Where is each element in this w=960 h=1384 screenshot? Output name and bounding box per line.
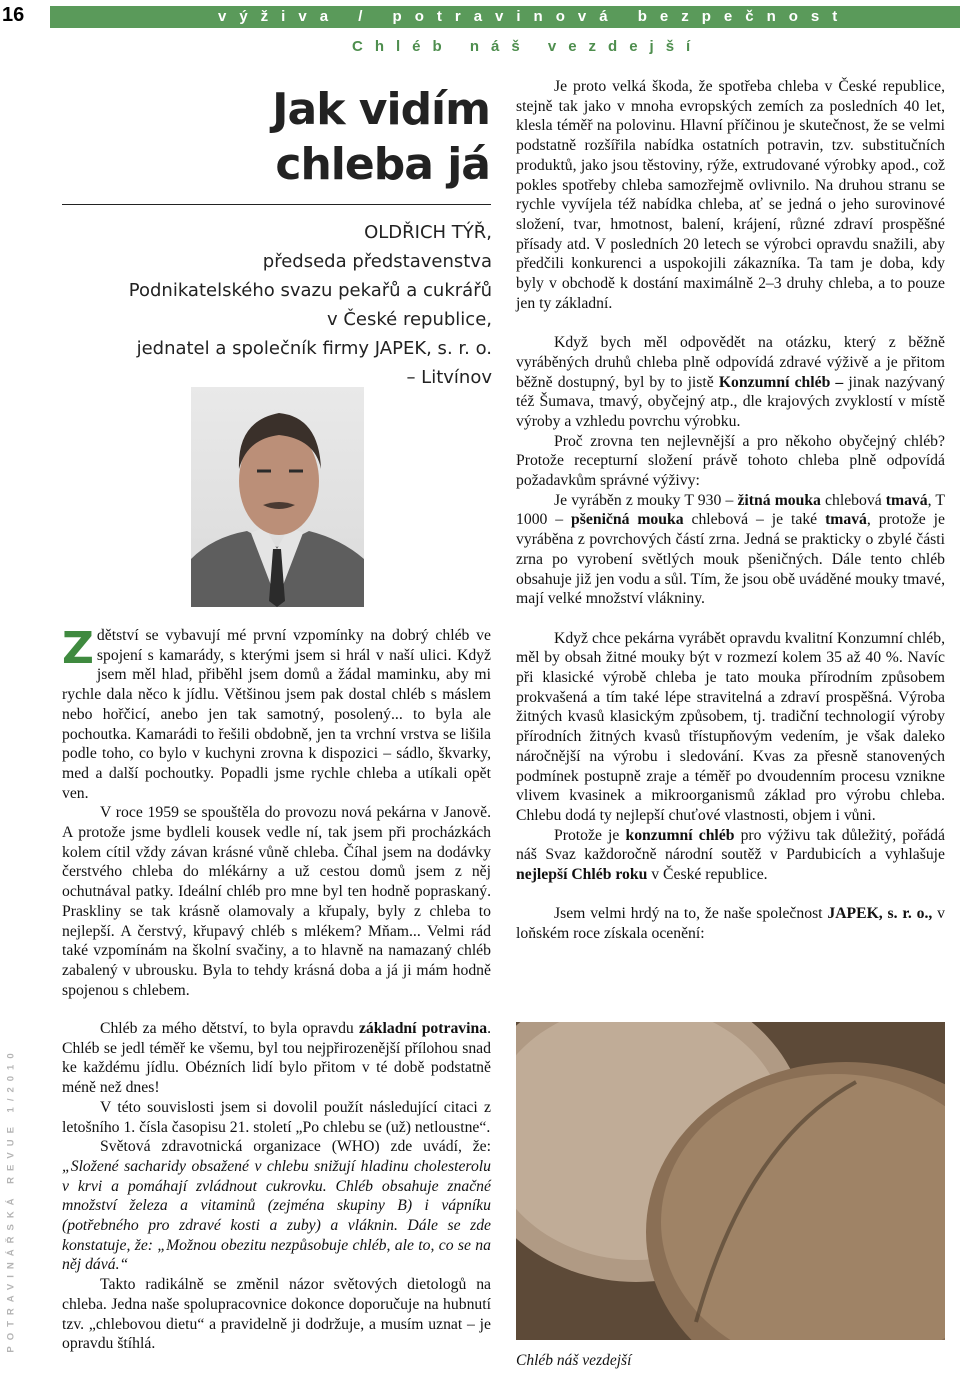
title-divider bbox=[62, 204, 491, 205]
paragraph: Je proto velká škoda, že spotřeba chleba v České republice, stejně tak jako v mnoha evropských zemích za posledních 40 let, klesla téměř na polovinu. Hlavní příčinou je skutečnost, že se velmi podstatně rozšířila nabídka ostatních potravin, tzv. substitučních produktů, jako jsou těstoviny, rýže, extrudované výrobky apod., což pokles spotřeby chleba samozřejmě ovlivnilo. Na druhou stranu se rychle vyvíjela též nabídka chleba, ať se jedná o jeho surovinové složení, tvar, hmotnost, balení, krájení, různé zdraví prospěšné přísady atd. V posledních 20 letech se výrobci opravdu snažili, aby předčili konkurenci a uspokojili zákazníka. Ta tam je doba, kdy byly v obchodě k dostání maximálně 2–3 druhy chleba, a to pouze jen ty základní. bbox=[516, 78, 945, 312]
journal-sidebar bbox=[4, 1020, 18, 1380]
paragraph: Zdětství se vybavují mé první vzpomínky na dobrý chléb ve spojení s kamarády, s kterými jsem si hrál v naší ulici. Když jsem měl hlad, přiběhl jsem domů a žádal maminku, aby mi rychle dala něco k jídlu. Většinou jsem pak dostal chléb s máslem nebo hořčicí, anebo jen tak samotný, posolený... to byla ale pochoutka. Kamarádi to řešili obdobně, jen ta vrchní vrstva se lišila podle toho, co bylo v kuchyni zrovna k dispozici – sádlo, škvarky, med a další pochoutky. Popadli jsme rychle chleba a utíkali opět ven. bbox=[62, 623, 491, 802]
journal-name: POTRAVINÁŘSKÁ REVUE 1/2010 bbox=[5, 1047, 17, 1353]
title-line-2: chleba já bbox=[275, 139, 490, 190]
paragraph: Chléb za mého dětství, to byla opravdu základní potravina. Chléb se jedl téměř ke všemu, byl tou nejpřirozenější přílohou snad ke každému jídlu. Obézních lidí bylo přitom v té době podstatně méně než dnes! bbox=[62, 1020, 491, 1097]
bread-photo bbox=[516, 1022, 945, 1340]
photo-caption: Chléb náš vezdejší bbox=[516, 1352, 632, 1369]
paragraph: Takto radikálně se změnil názor světových dietologů na chleba. Jedna naše spolupracovnice dokonce doporučuje na hubnutí tzv. „chlebovou dietu“ a pravidelně ji dodržuje, a musím uznat – je opravdu štíhlá. bbox=[62, 1276, 491, 1353]
author-role: předseda představenstva bbox=[262, 251, 492, 272]
title-line-1: Jak vidím bbox=[272, 84, 490, 135]
paragraph: Jsem velmi hrdý na to, že naše společnost JAPEK, s. r. o., v loňském roce získala ocenění: bbox=[516, 905, 945, 943]
left-column-bottom bbox=[62, 1019, 491, 1354]
paragraph: Světová zdravotnická organizace (WHO) zde uvádí, že: „Složené sacharidy obsažené v chlebu snižují hladinu cholesterolu v krvi a pomáhají zvládnout cukrovku. Chléb obsahuje značné množství železa a vitaminů (zejména skupiny B) i vápníku (potřebného pro zdravé kosti a zuby) a vláknin. Dále se zde konstatuje, že: „Možnou obezitu nezpůsobuje chléb, ale to, co se na něj dává.“ bbox=[62, 1138, 491, 1274]
right-column bbox=[516, 77, 945, 944]
paragraph: Když bych měl odpovědět na otázku, který z běžně vyráběných druhů chleba plně odpovídá zdravé výživě a je přitom běžně dostupný, byl by to jistě Konzumní chléb – jinak nazývaný též Šumava, tmavý, obyčejný atp., dle krajových zvyklostí v místě výroby a vzhledu povrchu výrobku. bbox=[516, 334, 945, 430]
article-title bbox=[272, 82, 490, 192]
paragraph: V roce 1959 se spouštěla do provozu nová pekárna v Janově. A protože jsme bydleli kousek vedle ní, tak jsem při procházkách kolem cítil vždy závan krásné vůně chleba. Číhal jsem na dodávky čerstvého chleba do mlékárny a už cestou domů jsem z něj ochutnával patky. Ideální chléb pro mne byl ten hodně popraskaný. Praskliny se tak krásně olamovaly a křupaly, byly z chleba to nejlepší. A čerstvý, křupavý chléb s mlékem? Mňam... Velmi rád také vzpomínám na školní svačiny, a to hlavně na namazaný chléb zabalený v ubrousku. Byla to tehdy krásná doba a já ji mám hodně spojenou s chlebem. bbox=[62, 804, 491, 999]
paragraph: Protože je konzumní chléb pro výživu tak důležitý, pořádá náš Svaz každoročně národní soutěž v Pardubicích a vyhlašuje nejlepší Chléb roku v České republice. bbox=[516, 826, 945, 884]
author-country: v České republice, bbox=[326, 309, 492, 330]
author-org: Podnikatelského svazu pekařů a cukrářů bbox=[128, 280, 492, 301]
paragraph: Když chce pekárna vyrábět opravdu kvalitní Konzumní chléb, měl by obsah žitné mouky být v rozmezí kolem 35 až 40 %. Navíc při klasické výrobě chleba je tato mouka přírodním způsobem prokvašená a tím také lépe stravitelná a zdraví prospěšná. Výroba žitných kvasů klasickým způsobem, tj. tradiční technologií výroby přírodních žitných kvasů třístupňovým vedením, je však daleko náročnější na výrobu i sledování. Kvas za přesně stanovených podmínek postupně zraje a téměř po dvoudenním procesu vznikne vlivem kvasinek a mikroorganismů základ pro výrobu chleba. Chlebu dodá ty nejlepší chuťové vlastnosti, objem i vůni. bbox=[516, 629, 945, 824]
section-banner bbox=[50, 6, 960, 28]
left-column-top bbox=[62, 623, 491, 1000]
section-label: výživa / potravinová bezpečnost bbox=[218, 8, 851, 25]
author-block bbox=[62, 218, 492, 392]
paragraph: Je vyráběn z mouky T 930 – žitná mouka chlebová tmavá, T 1000 – pšeničná mouka chlebová – je také tmavá, protože je vyráběna z povrchových částí zrna. Jedná se prakticky o zbylé části zrna po vyrobení světlých mouk pšeničných. Dále tento chléb obsahuje již jen vodu a sůl. Tím, že jsou obě uváděné mouky tmavé, mají velké množství vlákniny. bbox=[516, 491, 945, 608]
paragraph: Proč zrovna ten nejlevnější a pro někoho obyčejný chléb? Protože recepturní složení právě tohoto chleba plně odpovídá požadavkům správné výživy: bbox=[516, 432, 945, 490]
author-name: OLDŘICH TÝŘ, bbox=[364, 222, 492, 243]
author-portrait bbox=[191, 387, 364, 607]
paragraph: V této souvislosti jsem si dovolil použít následující citaci z letošního 1. čísla časopisu 21. století „Po chlebu se (už) netloustne“. bbox=[62, 1098, 491, 1136]
author-city: – Litvínov bbox=[406, 367, 492, 388]
page-number: 16 bbox=[2, 4, 25, 26]
dropcap: Z bbox=[62, 623, 94, 674]
author-company: jednatel a společník firmy JAPEK, s. r. o. bbox=[136, 338, 492, 359]
subsection-title: Chléb náš vezdejší bbox=[352, 38, 703, 55]
